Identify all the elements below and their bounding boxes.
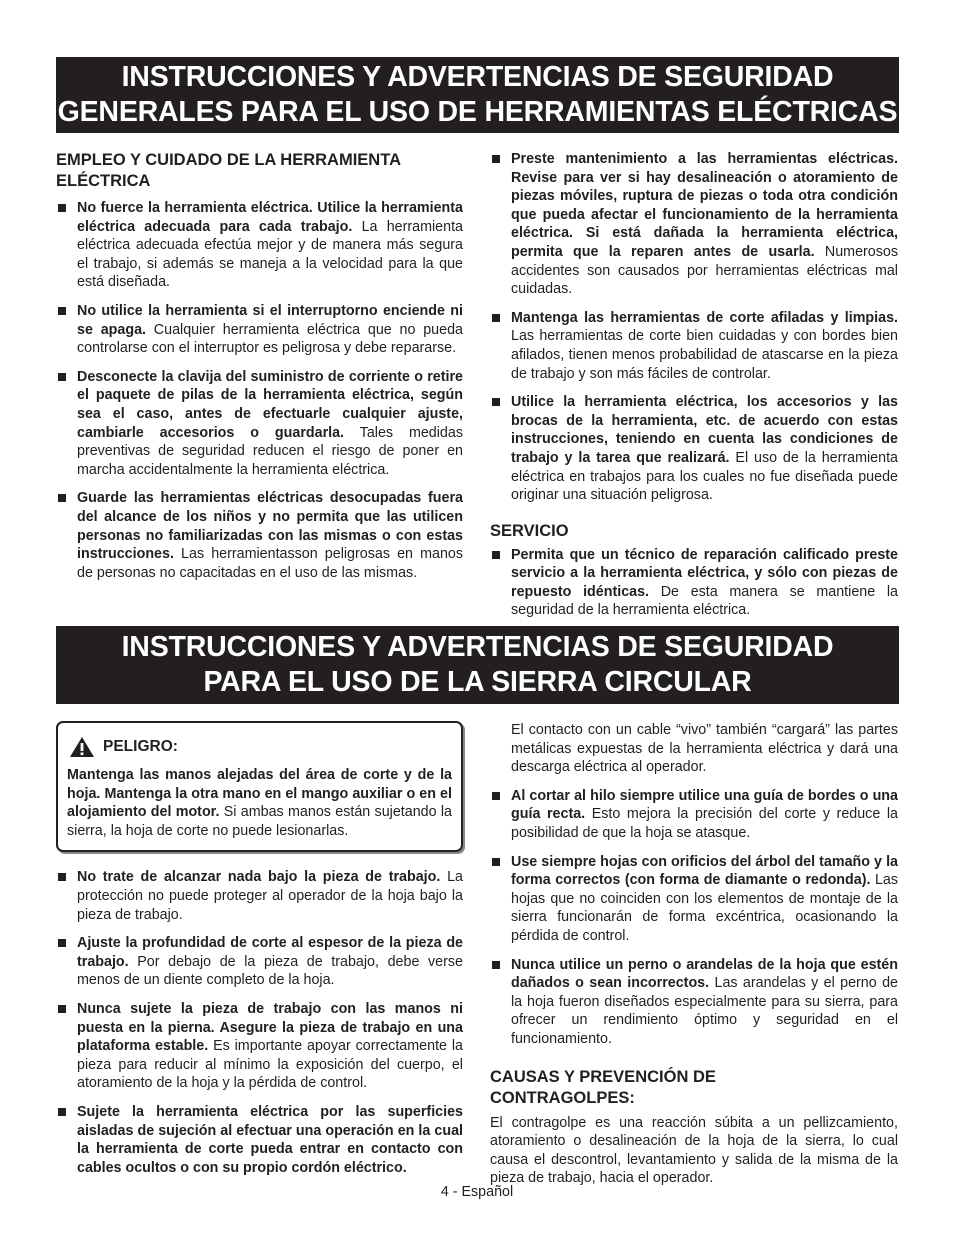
bullet-square-icon <box>492 398 500 406</box>
bullet-bold: No fuerce la herramienta eléctrica. Utilice la herramienta eléctrica adecuada para cada trabajo. <box>77 200 463 235</box>
page-footer: 4 - Español <box>440 1184 514 1200</box>
section-heading: SERVICIO <box>490 521 569 540</box>
list-item <box>56 934 463 990</box>
bullet-bold: Guarde las herramientas eléctricas desocupadas fuera del alcance de los niños y no permita que las utilicen personas no familiarizadas con las mismas o con estas instrucciones. <box>77 490 463 563</box>
list-item <box>490 546 898 620</box>
danger-body <box>67 766 452 840</box>
bullet-text: La protección no puede proteger al operador de la hoja bajo la pieza de trabajo. <box>77 869 463 923</box>
banner-circular-saw-safety <box>56 626 899 704</box>
list-item <box>56 199 463 292</box>
bullet-square-icon <box>492 858 500 866</box>
list-item <box>56 868 463 924</box>
warning-triangle-icon <box>69 736 95 758</box>
bullet-square-icon <box>58 204 66 212</box>
bullet-square-icon <box>58 494 66 502</box>
list-item <box>490 787 898 843</box>
bullet-bold: No utilice la herramienta si el interruptorno enciende ni se apaga. <box>77 302 463 338</box>
column-saw-right <box>490 721 898 1188</box>
bullet-square-icon <box>492 551 500 559</box>
bullet-text: Numerosos accidentes son causados por herramientas eléctricas mal cuidadas. <box>511 243 898 298</box>
bullet-bold: Nunca sujete la pieza de trabajo con las manos ni puesta en la pierna. Asegure la pieza de trabajo en una plataforma estable. <box>77 1000 463 1055</box>
bullet-text: Es importante apoyar correctamente la pieza para reducir al mínimo la exposición del cuerpo, el atoramiento de la hoja y la pérdida de control. <box>77 1038 463 1092</box>
bullet-square-icon <box>492 155 500 163</box>
column-use-care-continued <box>490 150 898 630</box>
danger-box <box>56 721 463 852</box>
banner-line: PARA EL USO DE LA SIERRA CIRCULAR <box>203 666 752 698</box>
bullet-text: Tales medidas preventivas de seguridad reducen el riesgo de poner en marcha accidentalmente la herramienta eléctrica. <box>77 424 463 478</box>
bullet-bold: Utilice la herramienta eléctrica, los accesorios y las brocas de la herramienta, etc. de acuerdo con estas instrucciones, teniendo en cuenta las condiciones de trabajo y la tarea que realizará. <box>511 394 898 466</box>
bullet-text: Las herramientas de corte bien cuidadas y con bordes bien afilados, tienen menos probabilidad de atascarse en la pieza de trabajo y son más fáciles de controlar. <box>511 328 898 382</box>
list-item <box>56 489 463 582</box>
bullet-square-icon <box>58 373 66 381</box>
list-item <box>490 309 898 383</box>
list-item <box>490 853 898 946</box>
bullet-square-icon <box>58 939 66 947</box>
bullet-square-icon <box>58 873 66 881</box>
bullet-square-icon <box>492 961 500 969</box>
danger-text: Si ambas manos están sujetando la sierra, la hoja de corte no puede lesionarlas. <box>67 804 452 839</box>
banner-line: GENERALES PARA EL USO DE HERRAMIENTAS ELÉCTRICAS <box>57 96 898 128</box>
bullet-bold: Ajuste la profundidad de corte al espesor de la pieza de trabajo. <box>77 935 463 970</box>
bullet-text: Cualquier herramienta eléctrica que no pueda controlarse con el interruptor es peligrosa y debe repararse. <box>77 321 463 357</box>
kickback-paragraph: El contragolpe es una reacción súbita a un pellizcamiento, atoramiento o desalineación de la hoja de la sierra, lo cual causa el descontrol, levantamiento y salida de la misma de la pieza de trabajo, hacia el operador. <box>490 1114 898 1187</box>
bullet-bold: Nunca utilice un perno o arandelas de la hoja que estén dañados o sean incorrectos. <box>511 956 898 992</box>
list-item <box>56 302 463 358</box>
section-heading: CAUSAS Y PREVENCIÓN DE CONTRAGOLPES: <box>490 1067 716 1107</box>
bullet-bold: Preste mantenimiento a las herramientas eléctricas. Revise para ver si hay desalineación o atoramiento de piezas móviles, ruptura de piezas o toda otra condición que pueda afectar el funcionamiento de la herramienta eléctrica. Si está dañada la herramienta eléctrica, permita que la reparen antes de usarla. <box>511 151 898 260</box>
danger-title-text: PELIGRO: <box>103 737 178 755</box>
bullet-square-icon <box>492 314 500 322</box>
list-item <box>490 956 898 1049</box>
bullet-bold: Desconecte la clavija del suministro de corriente o retire el paquete de pilas de la herramienta eléctrica, según sea el caso, antes de efectuarle cualquier ajuste, cambiarle accesorios o guardarla. <box>77 368 463 441</box>
danger-bold: Mantenga las manos alejadas del área de corte y de la hoja. Mantenga la otra mano en el mango auxiliar o en el alojamiento del motor. <box>67 767 452 821</box>
list-item <box>490 150 898 299</box>
bullet-text: El uso de la herramienta eléctrica en trabajos para los cuales no fue diseñada puede originar una situación peligrosa. <box>511 449 898 504</box>
column-saw-left <box>56 721 463 1187</box>
bullet-bold: Sujete la herramienta eléctrica por las superficies aisladas de sujeción al efectuar una operación en la cual la herramienta de corte pueda entrar en contacto con cables ocultos o con su propio cordón eléctrico. <box>77 1103 463 1176</box>
bullet-square-icon <box>58 1005 66 1013</box>
bullet-bold: Mantenga las herramientas de corte afiladas y limpias. <box>511 309 898 326</box>
bullet-text: Las herramientasson peligrosas en manos de personas no capacitadas en el uso de las mismas. <box>77 546 463 581</box>
bullet-square-icon <box>58 1108 66 1116</box>
bullet-bold: Al cortar al hilo siempre utilice una guía de bordes o una guía recta. <box>511 787 898 823</box>
section-heading: EMPLEO Y CUIDADO DE LA HERRAMIENTA ELÉCTRICA <box>56 151 401 190</box>
column-use-care <box>56 150 463 592</box>
banner-line: INSTRUCCIONES Y ADVERTENCIAS DE SEGURIDAD <box>121 631 834 663</box>
bullet-text: Por debajo de la pieza de trabajo, debe verse menos de un diente completo de la hoja. <box>77 953 463 989</box>
bullet-text: De esta manera se mantiene la seguridad de la herramienta eléctrica. <box>511 583 898 619</box>
bullet-bold: Use siempre hojas con orificios del árbol del tamaño y la forma correctos (con forma de diamante o redonda). <box>511 853 898 889</box>
bullet-text: La herramienta eléctrica adecuada efectúa mejor y de manera más segura el trabajo, si además se maneja a la velocidad para la que está diseñada. <box>77 218 463 291</box>
bullet-square-icon <box>492 792 500 800</box>
bullet-square-icon <box>58 307 66 315</box>
bullet-bold: No trate de alcanzar nada bajo la pieza de trabajo. <box>77 869 441 886</box>
bullet-text: Las arandelas y el perno de la hoja fueron diseñados especialmente para su sierra, para ofrecer un rendimiento óptimo y seguridad en el funcionamiento. <box>511 975 898 1047</box>
bullet-text: Las hojas que no coinciden con los elementos de montaje de la sierra funcionarán de forma excéntrica, ocasionando la pérdida de control. <box>511 872 898 944</box>
bullet-bold: Permita que un técnico de reparación calificado preste servicio a la herramienta eléctrica, y sólo con piezas de repuesto idénticas. <box>511 546 898 600</box>
danger-title <box>69 736 452 758</box>
banner-line: INSTRUCCIONES Y ADVERTENCIAS DE SEGURIDAD <box>121 61 834 93</box>
continuation-paragraph: El contacto con un cable “vivo” también “cargará” las partes metálicas expuestas de la herramienta eléctrica y dará una descarga eléctrica al operador. <box>511 722 898 776</box>
list-item <box>56 1000 463 1093</box>
list-item <box>490 393 898 505</box>
list-item <box>56 1103 463 1177</box>
banner-general-safety <box>56 57 899 133</box>
bullet-text: Esto mejora la precisión del corte y reduce la posibilidad de que la hoja se atasque. <box>511 806 898 841</box>
list-item <box>56 368 463 480</box>
